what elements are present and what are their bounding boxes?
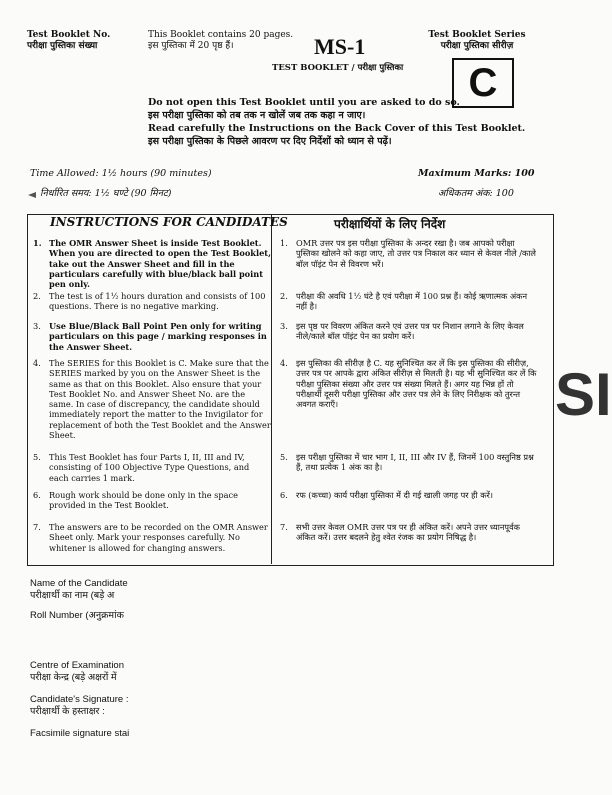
instruction-number: 7. xyxy=(33,522,41,532)
signature-field[interactable] xyxy=(30,694,128,718)
instruction-text: Use Blue/Black Ball Point Pen only for writing particulars on this page / marking responses in the Answer Sheet. xyxy=(49,321,267,352)
roll-number-field[interactable] xyxy=(30,610,124,622)
field-label-hi: परीक्षार्थी का नाम (बड़े अ xyxy=(30,590,115,601)
instruction-number: 7. xyxy=(280,522,288,532)
column-divider xyxy=(271,214,272,564)
facsimile-signature-field[interactable] xyxy=(30,728,129,740)
field-label-hi: परीक्षार्थी के हस्ताक्षर : xyxy=(30,706,105,717)
instruction-number: 5. xyxy=(280,452,288,462)
instruction-number: 6. xyxy=(33,490,41,500)
booklet-no-label-en: Test Booklet No. xyxy=(27,30,111,40)
instruction-number: 1. xyxy=(280,238,288,248)
instruction-number: 3. xyxy=(280,321,288,331)
instruction-text: The test is of 1½ hours duration and consists of 100 questions. There is no negative marking. xyxy=(49,291,266,312)
field-label: Centre of Examination xyxy=(30,660,124,671)
instructions-heading-hi: परीक्षार्थियों के लिए निर्देश xyxy=(334,217,446,231)
pages-line-hi: इस पुस्तिका में 20 पृष्ठ हैं। xyxy=(148,41,234,51)
series-label xyxy=(428,30,526,52)
instruction-number: 6. xyxy=(280,490,288,500)
instruction-text: इस पृष्ठ पर विवरण अंकित करने एवं उत्तर पत्र पर निशान लगाने के लिए केवल नीले/काले बॉल पॉइंट पेन का प्रयोग करें। xyxy=(296,321,524,342)
instruction-number: 4. xyxy=(33,358,41,368)
instruction-text: Rough work should be done only in the space provided in the Test Booklet. xyxy=(49,490,238,511)
centre-field[interactable] xyxy=(30,660,124,684)
booklet-title: TEST BOOKLET / परीक्षा पुस्तिका xyxy=(272,63,404,73)
series-letter-box: C xyxy=(452,58,514,108)
field-label: Name of the Candidate xyxy=(30,578,128,589)
max-marks: Maximum Marks: 100 xyxy=(418,168,535,179)
instructions-heading-en: INSTRUCTIONS FOR CANDIDATES xyxy=(50,215,288,229)
instruction-number: 5. xyxy=(33,452,41,462)
instruction-text: The answers are to be recorded on the OMR Answer Sheet only. Mark your responses carefully. No whitener is allowed for changing answers. xyxy=(49,522,268,553)
exam-code: MS-1 xyxy=(314,34,366,59)
instruction-number: 2. xyxy=(280,291,288,301)
warnings xyxy=(148,96,525,148)
warning-line: Do not open this Test Booklet until you are asked to do so. xyxy=(148,97,460,108)
max-marks-hi: अधिकतम अंक: 100 xyxy=(438,188,514,199)
edge-text: SI xyxy=(555,361,612,428)
pages-line-en: This Booklet contains 20 pages. xyxy=(148,30,294,40)
instruction-number: 3. xyxy=(33,321,41,331)
series-label-hi: परीक्षा पुस्तिका सीरीज़ xyxy=(440,41,514,51)
field-label: Roll Number (अनुक्रमांक xyxy=(30,610,124,621)
candidate-name-field[interactable] xyxy=(30,578,128,602)
scan-mark-icon xyxy=(28,192,36,198)
instruction-text: इस पुस्तिका की सीरीज़ है C. यह सुनिश्चित कर लें कि इस पुस्तिका की सीरीज़, उत्तर पत्र पर आपके द्वारा अंकित सीरीज़ से मिलती है। यह भी सुनिश्चित कर लें कि परीक्षा पुस्तिका संख्या और उत्तर पत्र संख्या मिलते हैं। अगर यह भिन्न हों तो परीक्षार्थी दूसरी परीक्षा पुस्तिका और उत्तर पत्र लेने के लिए निरीक्षक को तुरन्त अवगत कराएँ। xyxy=(296,358,537,410)
warning-line: इस परीक्षा पुस्तिका के पिछले आवरण पर दिए निर्देशों को ध्यान से पढ़ें। xyxy=(148,136,392,147)
booklet-no-label xyxy=(27,30,110,52)
booklet-no-label-hi: परीक्षा पुस्तिका संख्या xyxy=(27,41,98,51)
instruction-text: इस परीक्षा पुस्तिका में चार भाग I, II, III और IV हैं, जिनमें 100 वस्तुनिष्ठ प्रश्न हैं, तथा प्रत्येक 1 अंक का है। xyxy=(296,452,534,473)
field-label-hi: परीक्षा केन्द्र (बड़े अक्षरों में xyxy=(30,672,117,683)
instruction-text: रफ (कच्चा) कार्य परीक्षा पुस्तिका में दी गई खाली जगह पर ही करें। xyxy=(296,490,493,500)
series-label-en: Test Booklet Series xyxy=(428,30,526,40)
field-label: Candidate's Signature : xyxy=(30,694,129,705)
instruction-text: The SERIES for this Booklet is C. Make sure that the SERIES marked by you on the Answer Sheet is the same as that on this Booklet. Also ensure that your Test Booklet No. and Answer Sheet No. are the same. In case of discrepancy, the candidate should immediately report the matter to the Invigilator for replacement of both the Test Booklet and the Answer Sheet. xyxy=(49,358,271,441)
instruction-text: This Test Booklet has four Parts I, II, III and IV, consisting of 100 Objective Type Questions, and each carries 1 mark. xyxy=(49,452,250,483)
instruction-text: परीक्षा की अवधि 1½ घंटे है एवं परीक्षा में 100 प्रश्न हैं। कोई ऋणात्मक अंकन नहीं है। xyxy=(296,291,528,312)
warning-line: Read carefully the Instructions on the Back Cover of this Test Booklet. xyxy=(148,123,526,134)
instruction-text: The OMR Answer Sheet is inside Test Booklet. When you are directed to open the Test Booklet, take out the Answer Sheet and fill in the particulars carefully with blue/black ball point pen only. xyxy=(49,238,271,290)
instruction-number: 4. xyxy=(280,358,288,368)
instruction-number: 2. xyxy=(33,291,41,301)
instruction-text: सभी उत्तर केवल OMR उत्तर पत्र पर ही अंकित करें। अपने उत्तर ध्यानपूर्वक अंकित करें। उत्तर बदलने हेतु श्वेत रंजक का प्रयोग निषिद्ध है। xyxy=(296,522,520,543)
warning-line: इस परीक्षा पुस्तिका को तब तक न खोलें जब तक कहा न जाए। xyxy=(148,110,366,121)
pages-info xyxy=(148,30,293,52)
field-label: Facsimile signature stai xyxy=(30,728,130,739)
instruction-number: 1. xyxy=(33,238,42,248)
time-allowed-hi: निर्धारित समय: 1½ घण्टे (90 मिनट) xyxy=(40,188,172,199)
time-allowed: Time Allowed: 1½ hours (90 minutes) xyxy=(30,168,212,179)
instruction-text: OMR उत्तर पत्र इस परीक्षा पुस्तिका के अन्दर रखा है। जब आपको परीक्षा पुस्तिका खोलने को कहा जाए, तो उत्तर पत्र निकाल कर ध्यान से केवल नीले /काले बॉल पॉइंट पेन से विवरण भरें। xyxy=(296,238,536,269)
